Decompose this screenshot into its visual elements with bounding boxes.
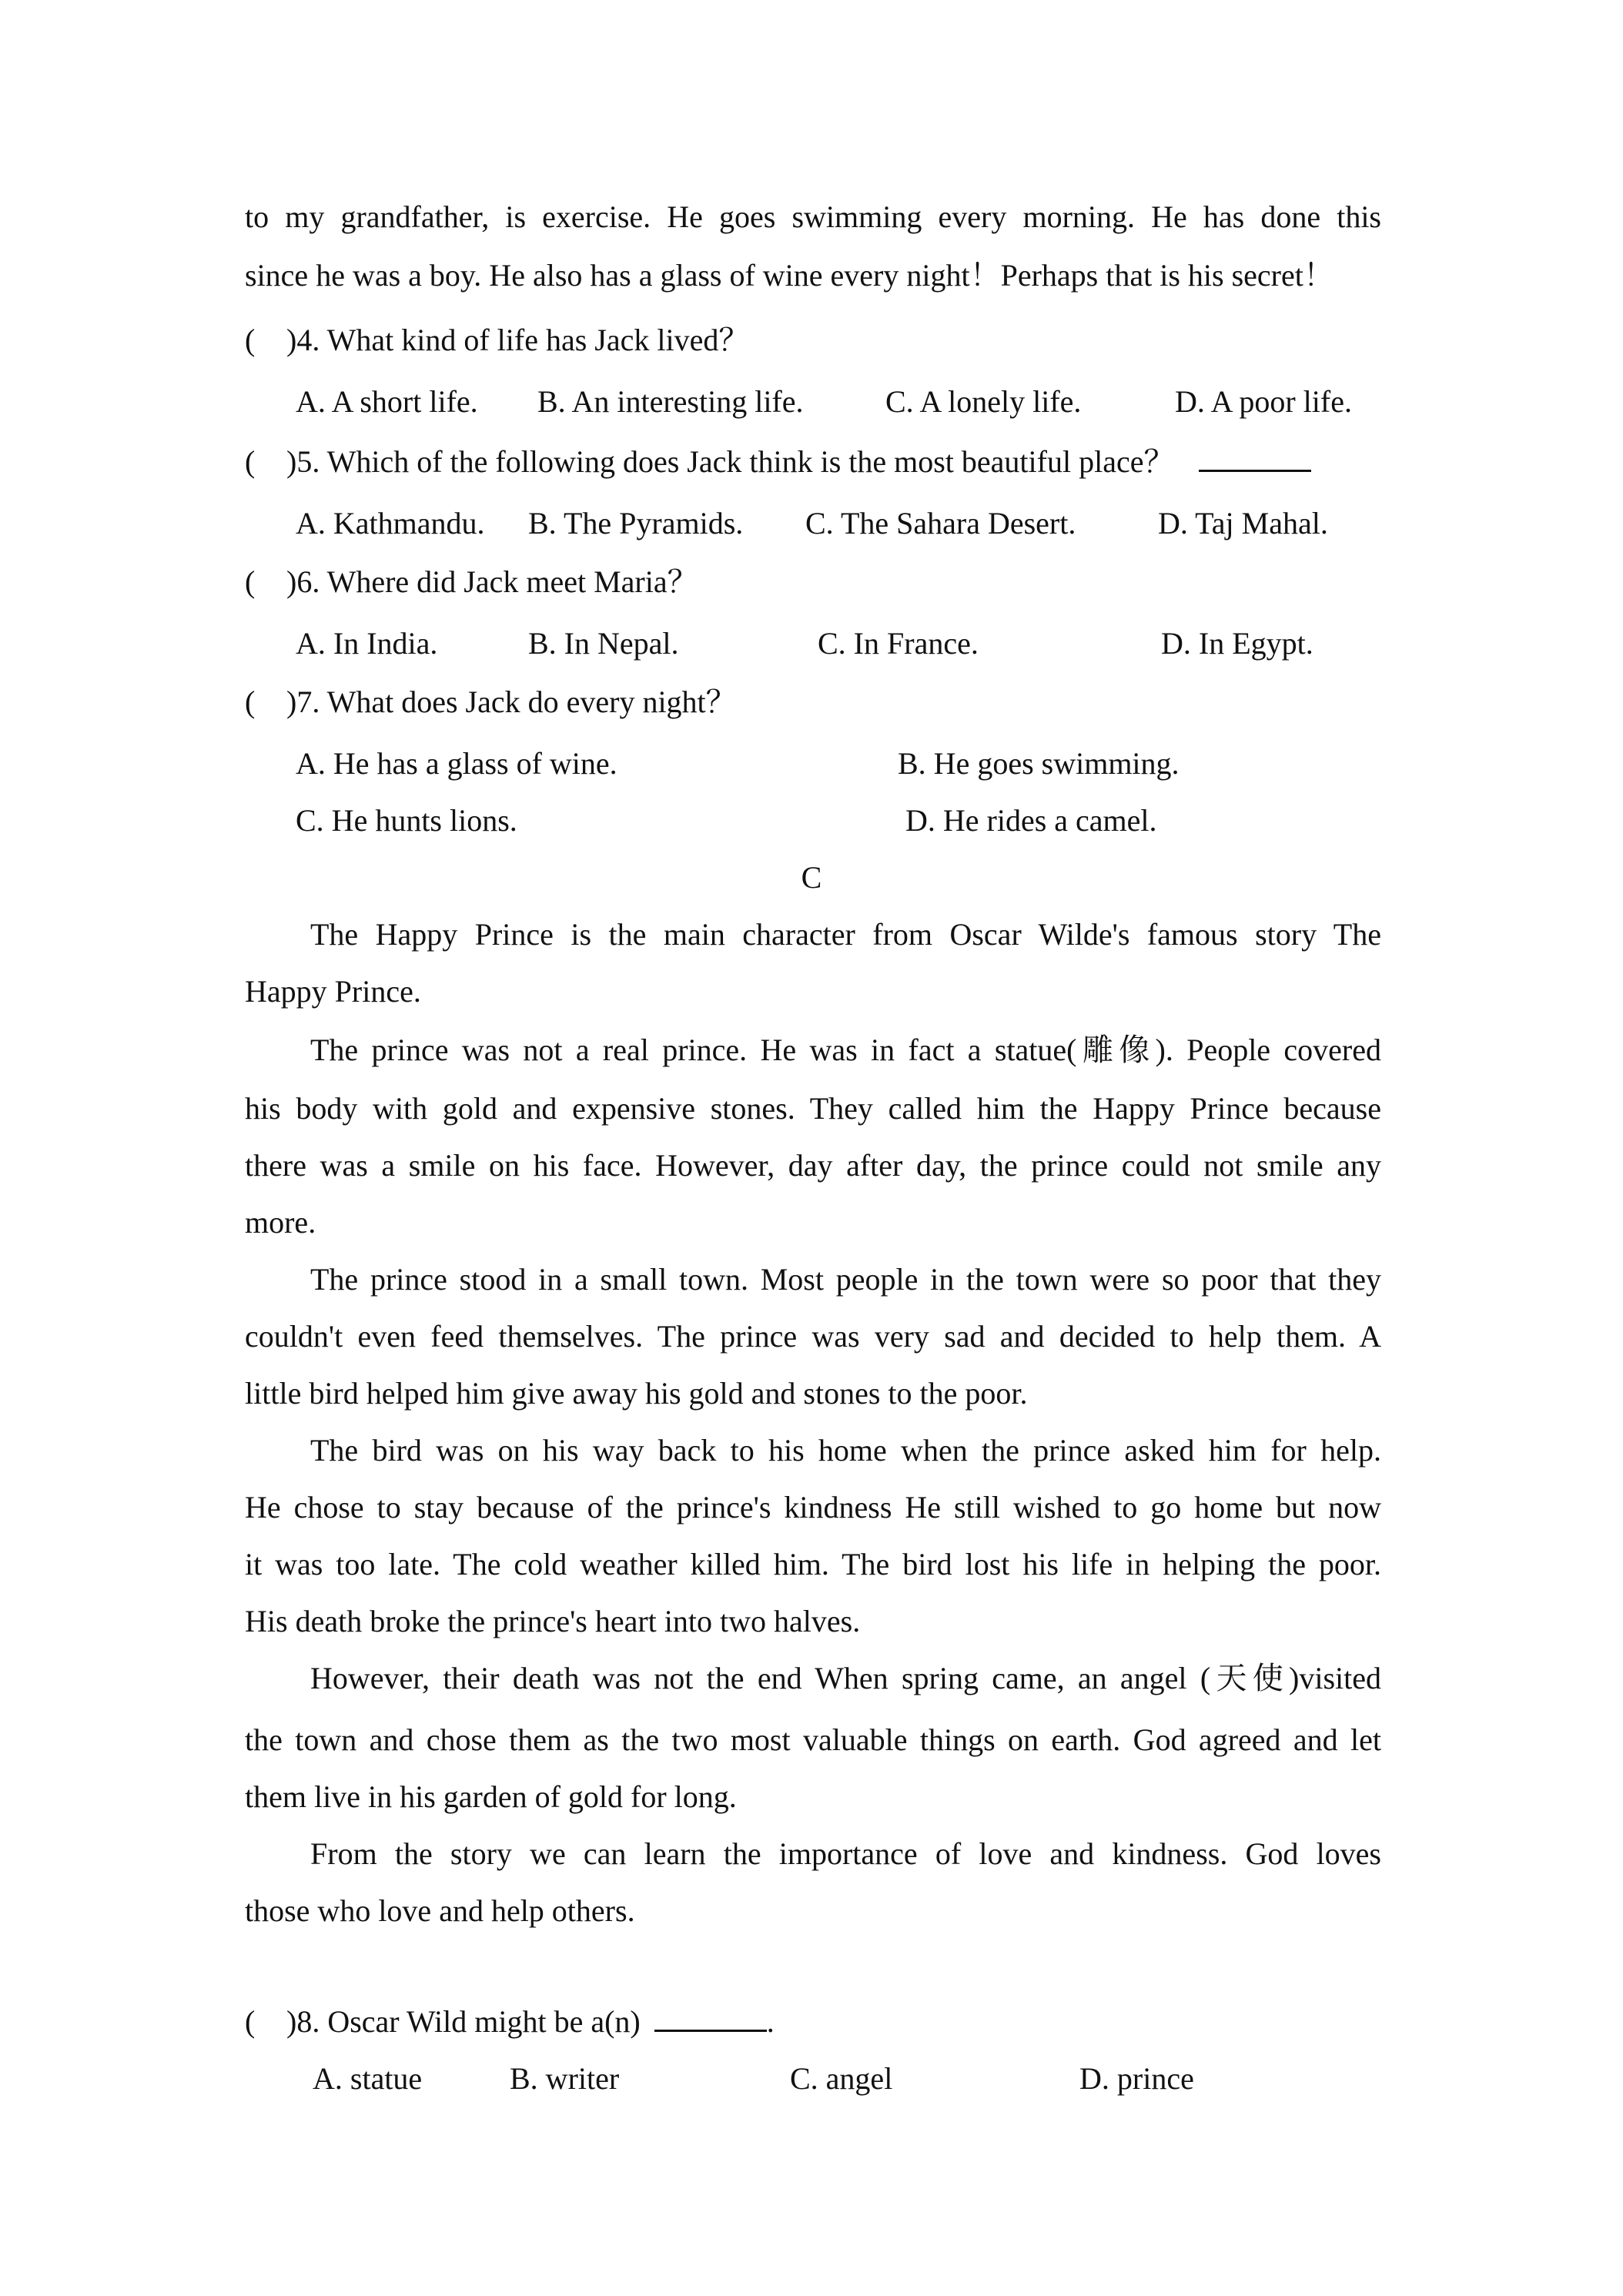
passage-c-line: Happy Prince. <box>245 974 421 1009</box>
passage-c-line: From the story we can learn the importance of love and kindness. God loves <box>310 1836 1381 1871</box>
question-tail: . <box>766 2004 775 2039</box>
q5-option-c: C. The Sahara Desert. <box>805 506 1076 541</box>
passage-b-line-2: since he was a boy. He also has a glass of wine every night！Perhaps that is his secret！ <box>245 258 1334 293</box>
q4-option-a: A. A short life. <box>296 384 478 419</box>
question-6 <box>245 564 1381 601</box>
question-text: )4. What kind of life has Jack lived？ <box>286 323 750 357</box>
question-8 <box>245 2003 1381 2040</box>
passage-c-line: He chose to stay because of the prince's kindness He still wished to go home but now <box>245 1490 1381 1525</box>
passage-c-line: The Happy Prince is the main character from Oscar Wilde's famous story The <box>310 917 1381 952</box>
passage-c-line: However, their death was not the end When spring came, an angel (天使)visited <box>310 1661 1381 1695</box>
passage-c-line: those who love and help others. <box>245 1893 635 1928</box>
q8-option-d: D. prince <box>1079 2061 1194 2096</box>
q6-option-b: B. In Nepal. <box>528 626 679 661</box>
passage-c-line: there was a smile on his face. However, day after day, the prince could not smile any <box>245 1148 1381 1183</box>
passage-c-line: The bird was on his way back to his home when the prince asked him for help. <box>310 1433 1381 1468</box>
question-text: )5. Which of the following does Jack think is the most beautiful place？ <box>286 444 1175 479</box>
q6-option-a: A. In India. <box>296 626 438 661</box>
q4-option-b: B. An interesting life. <box>537 384 804 419</box>
q5-option-b: B. The Pyramids. <box>528 506 744 541</box>
passage-c-line: it was too late. The cold weather killed him. The bird lost his life in helping the poor. <box>245 1547 1381 1581</box>
q4-option-d: D. A poor life. <box>1175 384 1352 419</box>
q6-option-d: D. In Egypt. <box>1161 626 1313 661</box>
q8-option-a: A. statue <box>313 2061 423 2096</box>
q7-option-a: A. He has a glass of wine. <box>296 746 617 781</box>
question-7 <box>245 684 1381 721</box>
passage-c-line: His death broke the prince's heart into two halves. <box>245 1604 861 1638</box>
passage-c-line: more. <box>245 1205 316 1240</box>
answer-paren[interactable]: ( <box>245 564 256 599</box>
question-4 <box>245 322 1381 359</box>
passage-c-line: them live in his garden of gold for long. <box>245 1779 737 1814</box>
passage-c-line: his body with gold and expensive stones. They called him the Happy Prince because <box>245 1091 1381 1126</box>
question-5 <box>245 443 1381 480</box>
q7-option-d: D. He rides a camel. <box>905 803 1157 838</box>
passage-c-line: the town and chose them as the two most valuable things on earth. God agreed and let <box>245 1722 1381 1757</box>
section-heading: C <box>801 860 822 895</box>
answer-blank[interactable] <box>1199 443 1311 472</box>
q4-option-c: C. A lonely life. <box>885 384 1082 419</box>
q8-option-b: B. writer <box>510 2061 620 2096</box>
answer-paren[interactable]: ( <box>245 444 256 479</box>
passage-c-line: little bird helped him give away his gold and stones to the poor. <box>245 1376 1028 1411</box>
passage-b-line-1: to my grandfather, is exercise. He goes swimming every morning. He has done this <box>245 199 1381 234</box>
answer-blank[interactable] <box>654 2003 767 2032</box>
passage-c-line: The prince stood in a small town. Most people in the town were so poor that they <box>310 1262 1381 1297</box>
answer-paren[interactable]: ( <box>245 2004 256 2039</box>
q5-option-a: A. Kathmandu. <box>296 506 485 541</box>
passage-c-line: couldn't even feed themselves. The prince was very sad and decided to help them. A <box>245 1319 1381 1354</box>
q8-option-c: C. angel <box>790 2061 893 2096</box>
answer-paren[interactable]: ( <box>245 684 256 719</box>
q6-option-c: C. In France. <box>818 626 979 661</box>
q5-option-d: D. Taj Mahal. <box>1158 506 1328 541</box>
q7-option-b: B. He goes swimming. <box>898 746 1180 781</box>
question-text: )6. Where did Jack meet Maria？ <box>286 564 698 599</box>
passage-c-line: The prince was not a real prince. He was in fact a statue(雕像). People covered <box>310 1033 1381 1067</box>
question-text: )7. What does Jack do every night？ <box>286 684 737 719</box>
question-text: )8. Oscar Wild might be a(n) <box>286 2004 648 2039</box>
q7-option-c: C. He hunts lions. <box>296 803 517 838</box>
answer-paren[interactable]: ( <box>245 323 256 357</box>
